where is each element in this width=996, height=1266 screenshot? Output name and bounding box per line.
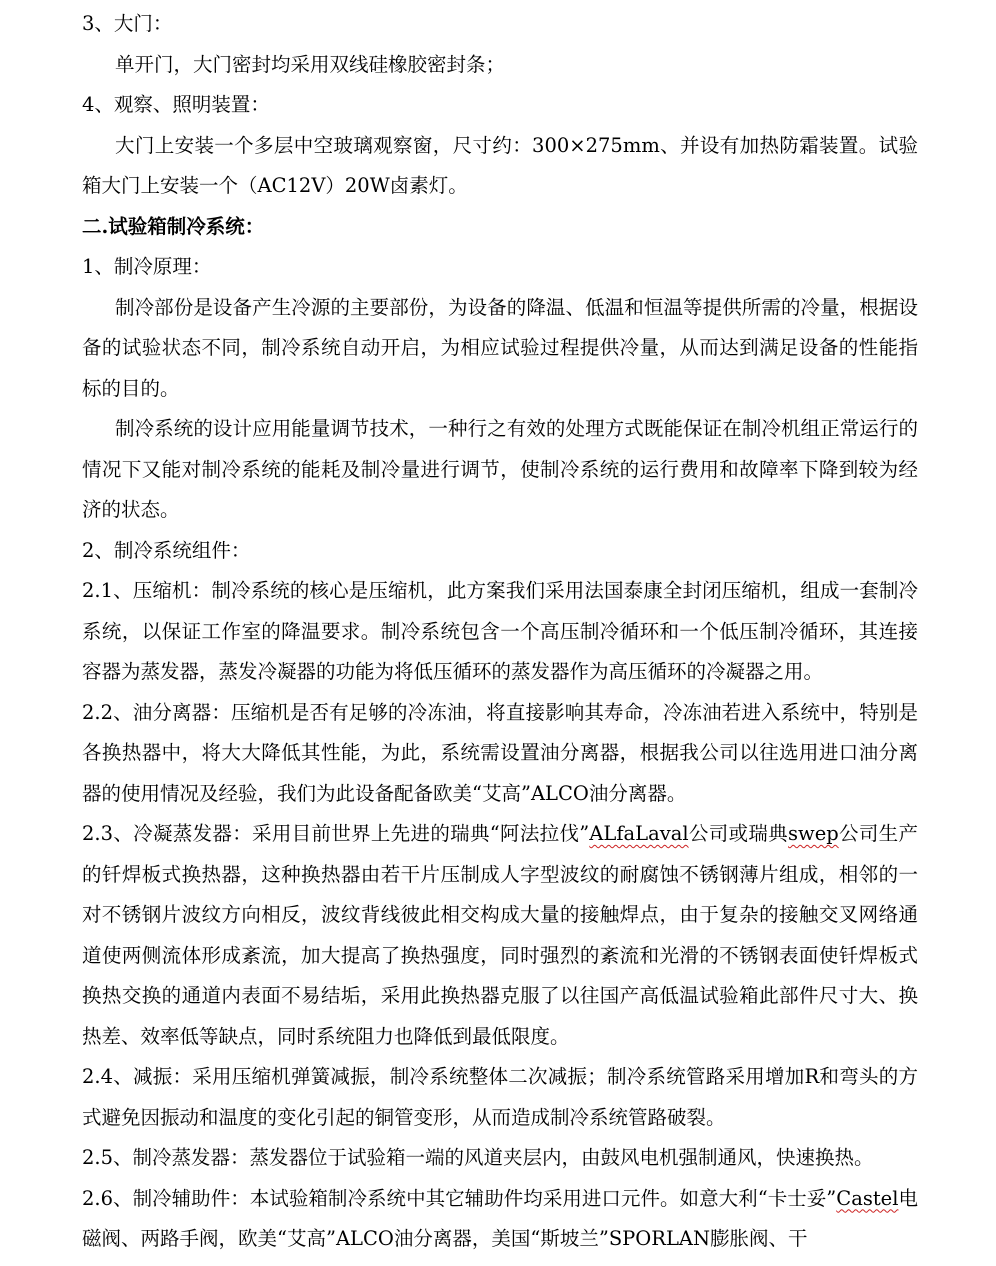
spellcheck-flagged-word: ALfaLaval (589, 822, 689, 845)
paragraph-vibration-damping: 2.4、减振：采用压缩机弹簧减振，制冷系统整体二次减振；制冷系统管路采用增加R和弯头的方式避免因振动和温度的变化引起的铜管变形，从而造成制冷系统管路破裂。 (82, 1065, 918, 1129)
text-segment: 电磁阀、两路手阀，欧美“艾高”ALCO油分离器，美国“斯坡兰”SPORLAN膨胀阀、干 (82, 1186, 918, 1250)
text-segment: 公司生产的钎焊板式换热器，这种换热器由若干片压制成人字型波纹的耐腐蚀不锈钢薄片组成，相邻的一对不锈钢片波纹方向相反，波纹背线彼此相交构成大量的接触焊点，由于复杂的接触交叉网络通道使两侧流体形成紊流，加大提高了换热强度，同时强烈的紊流和光滑的不锈钢表面使钎焊板式换热交换的通道内表面不易结垢，采用此换热器克服了以往国产高低温试验箱此部件尺寸大、换热差、效率低等缺点，同时系统阻力也降低到最低限度。 (82, 822, 918, 1048)
heading-refrigeration-principle: 1、制冷原理： (82, 255, 212, 278)
paragraph-observation-window: 大门上安装一个多层中空玻璃观察窗，尺寸约：300×275mm、并设有加热防霜装置。试验箱大门上安装一个（AC12V）20W卤素灯。 (82, 133, 918, 197)
paragraph-oil-separator: 2.2、油分离器：压缩机是否有足够的冷冻油，将直接影响其寿命，冷冻油若进入系统中，特别是各换热器中，将大大降低其性能，为此，系统需设置油分离器，根据我公司以往选用进口油分离器的使用情况及经验，我们为此设备配备欧美“艾高”ALCO油分离器。 (82, 700, 918, 805)
spellcheck-flagged-word: Castel (836, 1186, 899, 1210)
paragraph-door-seal: 单开门，大门密封均采用双线硅橡胶密封条； (115, 52, 506, 76)
spellcheck-flagged-word: swep (788, 822, 839, 845)
paragraph-condensing-evaporator (82, 814, 918, 1057)
text-segment: 2.6、制冷辅助件：本试验箱制冷系统中其它辅助件均采用进口元件。如意大利“卡士妥” (82, 1186, 837, 1210)
paragraph-energy-regulation: 制冷系统的设计应用能量调节技术，一种行之有效的处理方式既能保证在制冷机组正常运行的情况下又能对制冷系统的能耗及制冷量进行调节，使制冷系统的运行费用和故障率下降到较为经济的状态。 (82, 417, 918, 521)
paragraph-refrigeration-evaporator: 2.5、制冷蒸发器：蒸发器位于试验箱一端的风道夹层内，由鼓风电机强制通风，快速换热。 (82, 1146, 874, 1169)
paragraph-refrigeration-principle: 制冷部份是设备产生冷源的主要部份，为设备的降温、低温和恒温等提供所需的冷量，根据设备的试验状态不同，制冷系统自动开启，为相应试验过程提供冷量，从而达到满足设备的性能指标的目的。 (82, 295, 918, 400)
heading-door: 3、大门： (82, 12, 173, 35)
heading-observation-lighting: 4、观察、照明装置： (82, 93, 270, 116)
document-page (82, 4, 918, 1260)
paragraph-auxiliary-parts (82, 1179, 918, 1260)
text-segment: 公司或瑞典 (688, 822, 788, 845)
text-segment: 2.3、冷凝蒸发器：采用目前世界上先进的瑞典“阿法拉伐” (82, 822, 590, 845)
section-heading-refrigeration-system: 二.试验箱制冷系统： (82, 214, 265, 238)
paragraph-compressor: 2.1、压缩机：制冷系统的核心是压缩机，此方案我们采用法国泰康全封闭压缩机，组成一套制冷系统，以保证工作室的降温要求。制冷系统包含一个高压制冷循环和一个低压制冷循环，其连接容器为蒸发器，蒸发冷凝器的功能为将低压循环的蒸发器作为高压循环的冷凝器之用。 (82, 579, 918, 683)
heading-system-components: 2、制冷系统组件： (82, 538, 251, 562)
